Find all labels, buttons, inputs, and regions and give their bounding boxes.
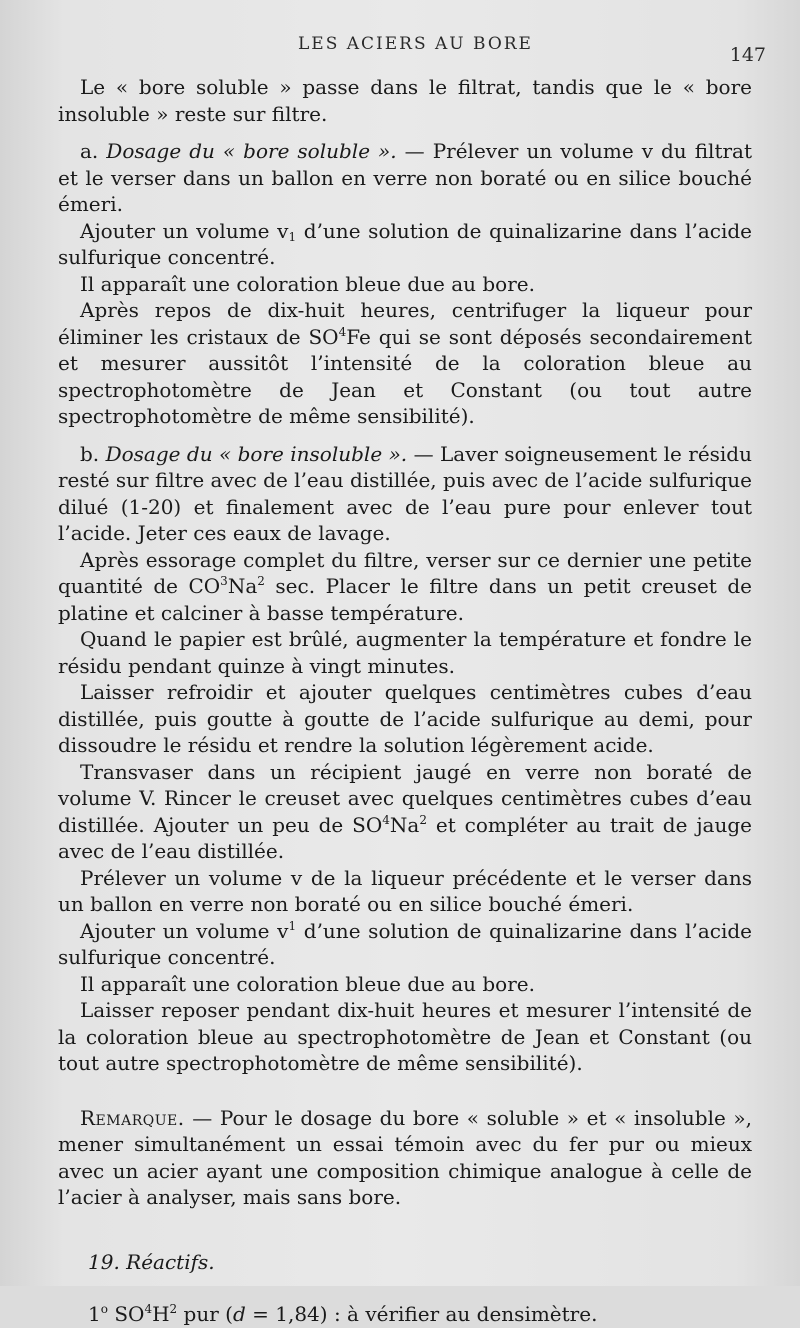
text-run: Na	[227, 574, 258, 598]
remark-text: Pour le dosage du bore « soluble » et « insoluble », mener simultanément un essai témoin avec du fer pur ou mieux avec un acier ayant une composition chimique analogue à celle de l’acier à analyser, mais sans bore.	[58, 1105, 753, 1209]
reagent-number: 1	[88, 1302, 101, 1326]
section-a-add-reagent	[58, 218, 752, 271]
intro-paragraph: Le « bore soluble » passe dans le filtrat, tandis que le « bore insoluble » reste sur filtre.	[58, 75, 752, 126]
text-run: Na	[389, 812, 420, 837]
superscript: 4	[144, 1302, 153, 1316]
section-b-cooling: Laisser refroidir et ajouter quelques centimètres cubes d’eau distillée, puis goutte à goutte de l’acide sulfurique au demi, pour dissoudre le résidu et rendre la solution légèrement acide.	[58, 680, 752, 757]
text-run: sec. Placer le filtre dans un petit creuset de platine et calciner à basse température.	[58, 574, 752, 625]
superscript: 3	[220, 574, 228, 588]
section-a-title: Dosage du « bore soluble ».	[106, 139, 397, 163]
text-run: Fe qui se sont déposés secondairement et mesurer aussitôt l’intensité de la coloration bleue au spectrophotomètre de Jean et Constant (ou tout autre spectrophotomètre de même sensibilité).	[58, 324, 752, 428]
text-run: d’une solution de quinalizarine dans l’acide sulfurique concentré.	[58, 918, 752, 969]
superscript: o	[100, 1302, 108, 1316]
remark-paragraph	[58, 1105, 752, 1211]
section-a-dash: —	[396, 139, 433, 163]
section-a-text: Prélever un volume v du filtrat et le verser dans un ballon en verre non boraté ou en silice bouché émeri.	[58, 139, 753, 216]
section-b-add-reagent	[58, 918, 752, 971]
text-run: et compléter au trait de jauge avec de l’eau distillée.	[58, 812, 752, 863]
section-a-label: a.	[80, 139, 99, 163]
text-run: (	[225, 1302, 233, 1326]
section-b-title: Dosage du « bore insoluble ».	[105, 441, 408, 466]
superscript: 1	[288, 918, 297, 933]
section-b-paragraph	[58, 441, 752, 547]
section-b-label: b.	[80, 441, 100, 466]
section-a-centrifuge	[58, 297, 752, 430]
text-run: = 1,84)	[245, 1302, 334, 1326]
section-b-coloration: Il apparaît une coloration bleue due au bore.	[80, 971, 535, 996]
remark-label: Remarque.	[80, 1105, 185, 1130]
section-b-dash: —	[407, 441, 440, 466]
text-run: Ajouter un volume v	[80, 218, 289, 243]
running-title: LES ACIERS AU BORE	[298, 34, 533, 54]
text-run: Après essorage complet du filtre, verser sur ce dernier une petite quantité de CO	[58, 547, 752, 598]
superscript: 2	[257, 574, 265, 588]
reagent-item-1	[58, 1301, 752, 1328]
text-run: Ajouter un volume v	[80, 918, 289, 943]
section-heading-reactifs: 19. Réactifs.	[88, 1249, 215, 1274]
page-number: 147	[729, 44, 766, 66]
section-a-paragraph	[58, 138, 752, 218]
remark-dash: —	[184, 1105, 220, 1130]
section-b-sample: Prélever un volume v de la liqueur précédente et le verser dans un ballon en verre non boraté ou en silice bouché émeri.	[58, 865, 752, 916]
superscript: 2	[169, 1302, 178, 1316]
text-run: H	[152, 1302, 170, 1326]
text-run: Transvaser dans un récipient jaugé en verre non boraté de volume V. Rincer le creuset avec quelques centimètres cubes d’eau distillée. Ajouter un peu de SO	[58, 759, 752, 837]
section-b-text: Laver soigneusement le résidu resté sur filtre avec de l’eau distillée, puis avec de l’acide sulfurique dilué (1-20) et finalement avec de l’eau pure pour enlever tout l’acide. Jeter ces eaux de lavage.	[58, 441, 752, 545]
section-a-coloration: Il apparaît une coloration bleue due au bore.	[80, 271, 535, 296]
superscript: 2	[419, 812, 427, 827]
density-variable: d	[232, 1302, 246, 1326]
text-run: pur	[177, 1302, 226, 1326]
body-text	[58, 74, 752, 1328]
section-b-measure: Laisser reposer pendant dix-huit heures et mesurer l’intensité de la coloration bleue au spectrophotomètre de Jean et Constant (ou tout autre spectrophotomètre de même sensibilité).	[58, 998, 752, 1075]
superscript: 4	[382, 812, 390, 827]
superscript: 4	[338, 324, 347, 339]
section-b-transfer	[58, 759, 752, 865]
section-b-essorage	[58, 547, 752, 627]
page-header	[0, 34, 800, 64]
subscript: 1	[288, 229, 297, 244]
text-run: Après repos de dix-huit heures, centrifuger la liqueur pour éliminer les cristaux de SO	[58, 298, 752, 349]
text-run: : à vérifier au densimètre.	[333, 1302, 598, 1326]
text-run: SO	[107, 1302, 145, 1326]
section-b-fusion: Quand le papier est brûlé, augmenter la température et fondre le résidu pendant quinze à vingt minutes.	[58, 627, 752, 678]
text-run: d’une solution de quinalizarine dans l’acide sulfurique concentré.	[58, 218, 752, 269]
